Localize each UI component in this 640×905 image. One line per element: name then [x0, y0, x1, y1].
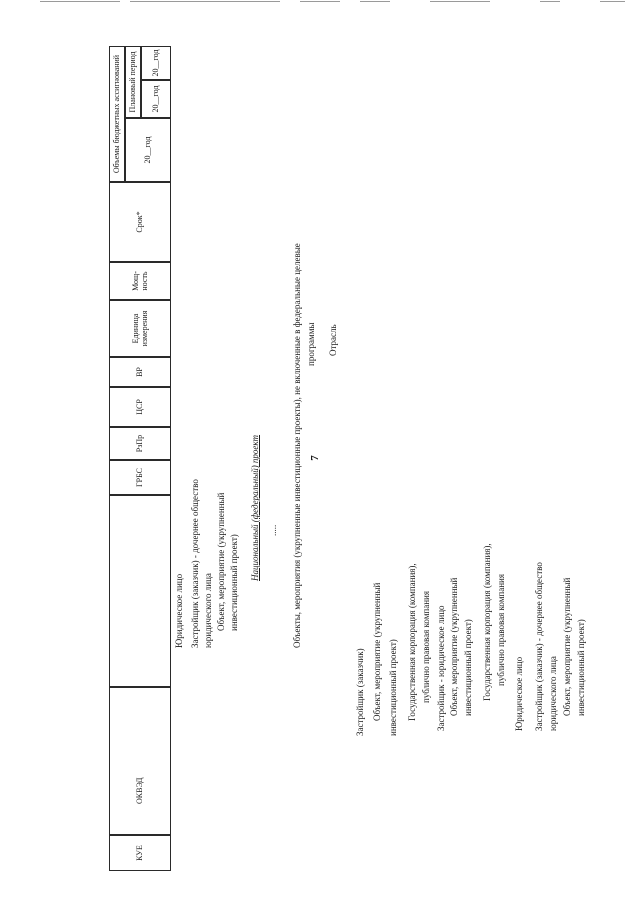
row-developer-subsidiary-cont: юридического лица [203, 573, 213, 648]
row-state-corporation-cont: публично правовая компания [421, 591, 431, 703]
header-vr: ВР [109, 357, 171, 387]
row-programs: программы [306, 322, 316, 366]
header-csr: ЦСР [109, 387, 171, 427]
header-year-current: 20__год [125, 118, 171, 182]
header-rzpr: РзПр [109, 427, 171, 460]
row-industry: Отрасль [328, 324, 338, 356]
row-developer-subsidiary-2-cont: юридического лица [548, 656, 558, 731]
header-budget-volume: Объемы бюджетных ассигнований [109, 46, 125, 182]
row-object-measure-2-cont: инвестиционный проект) [388, 639, 398, 736]
row-developer-subsidiary-2: Застройщик (заказчик) - дочернее общество [534, 562, 544, 731]
row-national-project: Национальный (федеральный) проект [250, 434, 260, 581]
header-blank [109, 495, 171, 687]
header-okved: ОКВЭД [109, 687, 171, 835]
row-object-measure-2: Объект, мероприятие (укрупненный [372, 582, 382, 721]
header-power: Мощ-ность [109, 262, 171, 300]
header-kue: КУЕ [109, 835, 171, 871]
row-object-measure-4: Объект, мероприятие (укрупненный [562, 577, 572, 716]
row-legal-entity-2: Юридическое лицо [514, 656, 524, 731]
row-objects-not-included: Объекты, мероприятия (укрупненные инвестиционные проекты), не включенные в федеральные целевые [292, 243, 302, 648]
row-legal-entity: Юридическое лицо [174, 573, 184, 648]
header-term: Срок* [109, 182, 171, 262]
row-object-measure: Объект, мероприятие (укрупненный [216, 492, 226, 631]
row-developer-subsidiary: Застройщик (заказчик) - дочернее общество [190, 479, 200, 648]
page-number: 7 [308, 455, 321, 461]
row-object-measure-3-cont: инвестиционный проект) [463, 619, 473, 716]
header-unit: Единица измерения [109, 300, 171, 357]
header-grbs: ГРБС [109, 460, 171, 495]
row-state-corporation: Государственная корпорация (компания), [407, 563, 417, 721]
header-year-plan-1: 20__год [141, 80, 171, 118]
row-object-measure-4-cont: инвестиционный проект) [576, 619, 586, 716]
header-planning-period: Плановый период [125, 46, 141, 118]
row-state-corporation-2: Государственная корпорация (компания), [482, 543, 492, 701]
row-object-measure-3: Объект, мероприятие (укрупненный [449, 577, 459, 716]
row-object-measure-cont: инвестиционный проект) [229, 534, 239, 631]
scan-artifacts [0, 0, 640, 5]
header-year-plan-2: 20__год [141, 46, 171, 80]
row-state-corporation-2-cont: публично правовая компания [496, 574, 506, 686]
rotated-table-sheet [109, 46, 619, 871]
row-developer: Застройщик (заказчик) [355, 648, 365, 736]
row-ellipsis: ..... [268, 524, 278, 536]
row-developer-legal: Застройщик - юридическое лицо [436, 605, 446, 731]
